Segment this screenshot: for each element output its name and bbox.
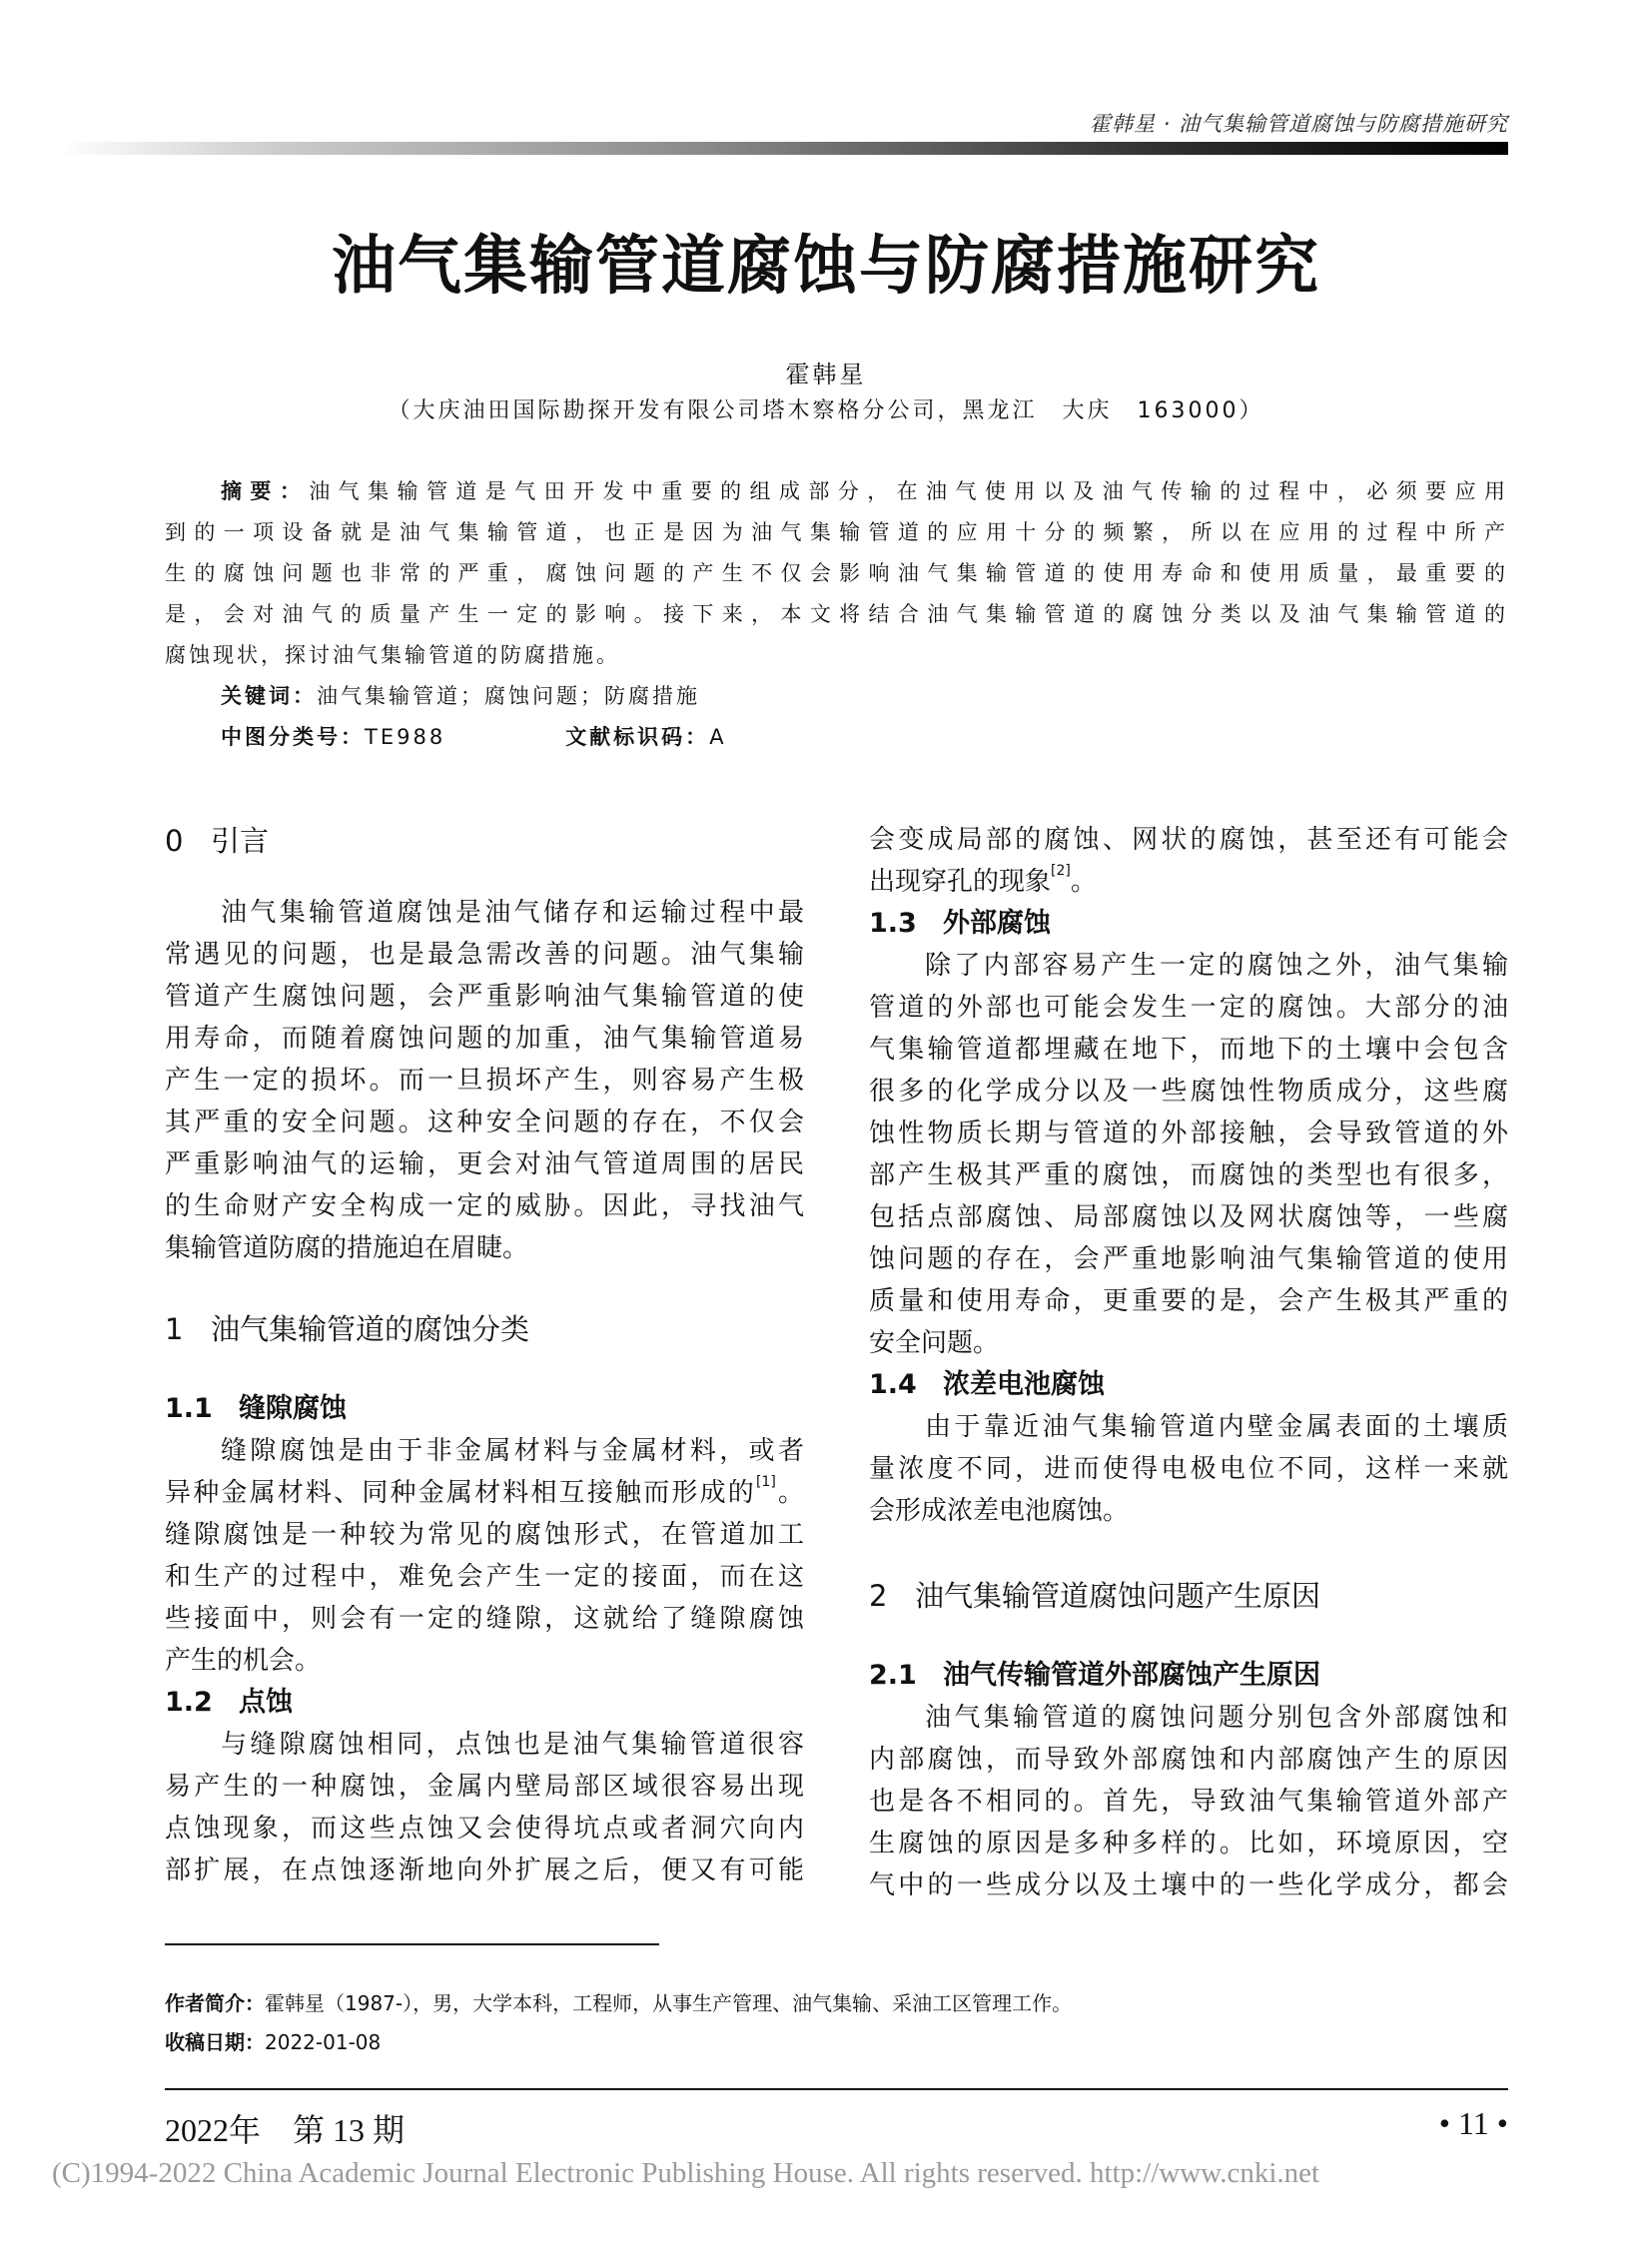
body-line: 很多的化学成分以及一些腐蚀性物质成分，这些腐 — [869, 1077, 1508, 1107]
body-line: 量浓度不同，进而使得电极电位不同，这样一来就 — [869, 1454, 1508, 1484]
body-line: 油气集输管道的腐蚀问题分别包含外部腐蚀和 — [925, 1703, 1508, 1733]
body-line: 会变成局部的腐蚀、网状的腐蚀，甚至还有可能会 — [869, 825, 1508, 855]
citation-ref[interactable]: [2] — [1051, 863, 1071, 879]
section-heading-2: 2 油气集输管道腐蚀问题产生原因 — [869, 1579, 1321, 1613]
section-heading-0: 0 引言 — [165, 824, 270, 858]
abstract-line: 是，会对油气的质量产生一定的影响。接下来，本文将结合油气集输管道的腐蚀分类以及油气集输管道的 — [165, 602, 1508, 626]
body-line: 易产生的一种腐蚀，金属内壁局部区域很容易出现 — [165, 1772, 804, 1802]
body-line: 常遇见的问题，也是最急需改善的问题。油气集输 — [165, 940, 804, 970]
body-line: 内部腐蚀，而导致外部腐蚀和内部腐蚀产生的原因 — [869, 1745, 1508, 1775]
abstract-line: 到的一项设备就是油气集输管道，也正是因为油气集输管道的应用十分的频繁，所以在应用的过程中所产 — [165, 520, 1508, 544]
section-heading-1-4: 1.4 浓差电池腐蚀 — [869, 1369, 1105, 1400]
body-line: 的生命财产安全构成一定的威胁。因此，寻找油气 — [165, 1191, 804, 1221]
body-line: 部产生极其严重的腐蚀，而腐蚀的类型也有很多， — [869, 1160, 1508, 1190]
body-line: 管道的外部也可能会发生一定的腐蚀。大部分的油 — [869, 993, 1508, 1023]
header-gradient-bar — [60, 142, 1508, 155]
body-line: 会形成浓差电池腐蚀。 — [869, 1496, 1130, 1526]
article-title: 油气集输管道腐蚀与防腐措施研究 — [332, 230, 1320, 304]
body-line: 也是各不相同的。首先，导致油气集输管道外部产 — [869, 1787, 1508, 1817]
body-line: 除了内部容易产生一定的腐蚀之外，油气集输 — [925, 951, 1508, 981]
footer-divider — [165, 2088, 1508, 2090]
running-head: 霍韩星 · 油气集输管道腐蚀与防腐措施研究 — [1089, 112, 1508, 136]
citation-ref[interactable]: [1] — [755, 1474, 776, 1490]
copyright-watermark: (C)1994-2022 China Academic Journal Electronic Publishing House. All rights reserved. http://www.cnki.net — [52, 2157, 1320, 2189]
body-line: 安全问题。 — [869, 1328, 1000, 1358]
body-line: 和生产的过程中，难免会产生一定的接面，而在这 — [165, 1562, 804, 1592]
abstract-line: 摘要：油气集输管道是气田开发中重要的组成部分，在油气使用以及油气传输的过程中，必须要应用 — [221, 479, 1509, 503]
body-line: 用寿命，而随着腐蚀问题的加重，油气集输管道易 — [165, 1024, 804, 1054]
abstract-line: 腐蚀现状，探讨油气集输管道的防腐措施。 — [165, 643, 620, 667]
section-heading-2-1: 2.1 油气传输管道外部腐蚀产生原因 — [869, 1660, 1320, 1691]
body-line: 出现穿孔的现象[2]。 — [869, 863, 1097, 897]
section-heading-1-1: 1.1 缝隙腐蚀 — [165, 1393, 347, 1424]
abstract-line: 生的腐蚀问题也非常的严重，腐蚀问题的产生不仅会影响油气集输管道的使用寿命和使用质量，最重要的 — [165, 561, 1508, 585]
right-column — [869, 819, 1508, 1906]
body-line: 异种金属材料、同种金属材料相互接触而形成的[1]。 — [165, 1474, 804, 1508]
section-heading-1: 1 油气集输管道的腐蚀分类 — [165, 1312, 530, 1346]
section-heading-1-2: 1.2 点蚀 — [165, 1687, 293, 1718]
keywords: 关键词：油气集输管道；腐蚀问题；防腐措施 — [221, 684, 700, 708]
section-heading-1-3: 1.3 外部腐蚀 — [869, 908, 1051, 939]
body-line: 与缝隙腐蚀相同，点蚀也是油气集输管道很容 — [221, 1730, 804, 1760]
body-line: 部扩展，在点蚀逐渐地向外扩展之后，便又有可能 — [165, 1856, 804, 1885]
body-line: 油气集输管道腐蚀是油气储存和运输过程中最 — [221, 898, 804, 928]
body-line: 严重影响油气的运输，更会对油气管道周围的居民 — [165, 1149, 804, 1179]
abstract-label: 摘要： — [221, 479, 310, 503]
classification: 中图分类号：TE988 文献标识码：A — [221, 725, 727, 749]
body-line: 产生一定的损坏。而一旦损坏产生，则容易产生极 — [165, 1066, 804, 1096]
body-line: 由于靠近油气集输管道内壁金属表面的土壤质 — [925, 1412, 1508, 1442]
body-line: 蚀问题的存在，会严重地影响油气集输管道的使用 — [869, 1244, 1508, 1274]
author-name: 霍韩星 — [785, 361, 867, 388]
body-line: 气中的一些成分以及土壤中的一些化学成分，都会 — [869, 1870, 1508, 1900]
author-bio: 作者简介：霍韩星（1987-），男，大学本科，工程师，从事生产管理、油气集输、采油工区管理工作。 — [165, 1991, 1073, 2015]
footnote-divider — [165, 1943, 659, 1945]
body-line: 生腐蚀的原因是多种多样的。比如，环境原因，空 — [869, 1829, 1508, 1859]
abstract — [165, 471, 1508, 758]
body-line: 些接面中，则会有一定的缝隙，这就给了缝隙腐蚀 — [165, 1604, 804, 1634]
body-line: 管道产生腐蚀问题，会严重影响油气集输管道的使 — [165, 982, 804, 1012]
body-line: 质量和使用寿命，更重要的是，会产生极其严重的 — [869, 1286, 1508, 1316]
body-line: 气集输管道都埋藏在地下，而地下的土壤中会包含 — [869, 1035, 1508, 1065]
page-number: • 11 • — [1438, 2105, 1508, 2141]
body-line: 产生的机会。 — [165, 1646, 322, 1676]
body-line: 点蚀现象，而这些点蚀又会使得坑点或者洞穴向内 — [165, 1814, 804, 1844]
footer-issue: 2022年 第 13 期 — [165, 2112, 406, 2148]
author-affiliation: （大庆油田国际勘探开发有限公司塔木察格分公司，黑龙江 大庆 163000） — [388, 398, 1264, 423]
body-line: 包括点部腐蚀、局部腐蚀以及网状腐蚀等，一些腐 — [869, 1202, 1508, 1232]
body-line: 缝隙腐蚀是由于非金属材料与金属材料，或者 — [221, 1436, 804, 1466]
body-line: 集输管道防腐的措施迫在眉睫。 — [165, 1233, 529, 1263]
left-column — [165, 819, 804, 1891]
body-line: 缝隙腐蚀是一种较为常见的腐蚀形式，在管道加工 — [165, 1520, 804, 1550]
body-line: 其严重的安全问题。这种安全问题的存在，不仅会 — [165, 1108, 804, 1137]
body-line: 蚀性物质长期与管道的外部接触，会导致管道的外 — [869, 1119, 1508, 1148]
received-date: 收稿日期：2022-01-08 — [165, 2030, 382, 2054]
